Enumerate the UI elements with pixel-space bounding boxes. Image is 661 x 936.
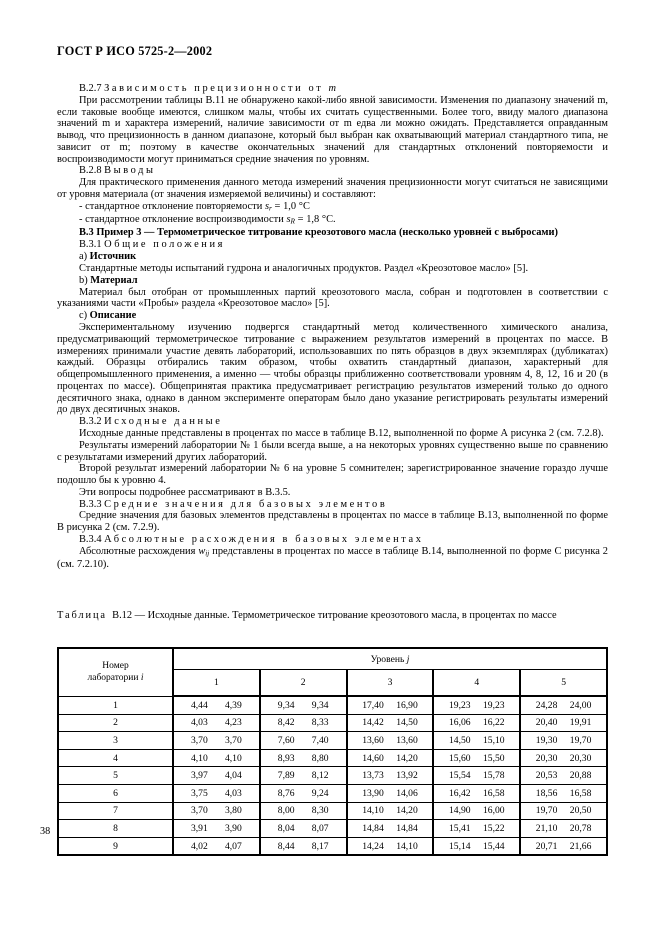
measurement-value: 20,40	[535, 717, 558, 729]
measurement-value: 8,44	[277, 840, 295, 852]
cell-lab-number: 2	[58, 714, 173, 732]
measurement-value: 15,14	[448, 840, 471, 852]
heading-b31	[57, 239, 608, 251]
cell-measurement-pair	[433, 696, 520, 714]
measurement-value: 15,50	[482, 752, 505, 764]
measurement-value: 3,90	[224, 822, 242, 834]
column-header-level-4: 4	[433, 670, 520, 697]
table-row	[58, 732, 607, 750]
table-row	[58, 767, 607, 785]
measurement-value: 7,40	[311, 734, 329, 746]
table-row	[58, 820, 607, 838]
measurement-value: 13,60	[396, 734, 418, 746]
measurement-value: 8,30	[311, 805, 329, 817]
reproducibility-sd-value: = 1,8 °C.	[294, 214, 336, 226]
measurement-value: 9,34	[311, 699, 329, 711]
measurement-value: 3,91	[190, 822, 208, 834]
measurement-value: 24,28	[535, 699, 558, 711]
heading-b31-a	[57, 251, 608, 263]
measurement-value: 4,39	[224, 699, 242, 711]
measurement-value: 14,84	[362, 822, 384, 834]
column-header-level-3: 3	[347, 670, 434, 697]
cell-measurement-pair	[260, 802, 347, 820]
document-body	[57, 83, 608, 571]
cell-measurement-pair	[173, 802, 260, 820]
cell-measurement-pair	[520, 696, 607, 714]
column-header-level-5: 5	[520, 670, 607, 697]
measurement-value: 13,90	[362, 787, 384, 799]
table-caption-word: Таблица	[57, 610, 107, 621]
paragraph-b31-b: Материал был отобран от промышленных партий креозотового масла, собран и подготовлен в соответствии с указаниями части «Пробы» раздела «Креозотовое масло» [5].	[57, 286, 608, 310]
measurement-value: 8,80	[311, 752, 329, 764]
measurement-value: 19,91	[569, 717, 592, 729]
heading-b27-number: В.2.7	[79, 83, 105, 94]
table-caption	[57, 609, 608, 622]
measurement-value: 16,42	[448, 787, 471, 799]
raw-data-table	[57, 647, 608, 856]
measurement-value: 9,34	[277, 699, 295, 711]
heading-b31-text: Общие положения	[104, 239, 225, 251]
measurement-value: 20,53	[535, 770, 558, 782]
measurement-value: 3,70	[190, 805, 208, 817]
lab-header-line2: лаборатории	[87, 673, 141, 684]
measurement-value: 14,50	[396, 717, 418, 729]
cell-measurement-pair	[433, 837, 520, 855]
paragraph-b27: При рассмотрении таблицы В.11 не обнаружено какой-либо явной зависимости. Изменения по диапазону значений m, если таковые вообще имеются, слишком малы, чтобы их считать существенными. Более того, ввиду малого диапазона значений m и характера измерений, наличие зависимости от m едва ли можно ожидать. Представляется оправданным вывод, что прецизионность в данном диапазоне, который был выбран как охватывающий материал стандартного типа, не зависит от m; поэтому в качестве окончательных значений для стандартных отклонений повторяемости и воспроизводимости могут приниматься средние значения по уровням.	[57, 94, 608, 165]
table-row	[58, 696, 607, 714]
measurement-value: 4,03	[224, 787, 242, 799]
measurement-value: 13,60	[362, 734, 384, 746]
heading-b33-number: В.3.3	[79, 498, 105, 510]
heading-b31-b-marker: b)	[79, 274, 91, 286]
document-header: ГОСТ Р ИСО 5725-2—2002	[57, 44, 213, 58]
cell-measurement-pair	[347, 784, 434, 802]
heading-b34-text: Абсолютные расхождения в базовых элементах	[104, 533, 424, 545]
cell-lab-number: 4	[58, 749, 173, 767]
repeatability-sd-value: = 1,0 °C	[271, 200, 310, 212]
measurement-value: 14,24	[362, 840, 384, 852]
measurement-value: 15,54	[448, 770, 471, 782]
measurement-value: 15,22	[482, 822, 505, 834]
measurement-value: 21,10	[535, 822, 558, 834]
cell-measurement-pair	[433, 732, 520, 750]
measurement-value: 3,70	[224, 734, 242, 746]
reproducibility-sd-subscript: R	[290, 216, 295, 226]
paragraph-b28: Для практического применения данного метода измерений значения прецизионности могут считаться не зависящими от уровня материала (от значения измеряемой величины) и составляют:	[57, 177, 608, 201]
list-item-reproducibility-sd	[57, 214, 608, 227]
cell-measurement-pair	[173, 749, 260, 767]
measurement-value: 15,78	[482, 770, 505, 782]
list-item-repeatability-sd	[57, 201, 608, 214]
measurement-value: 19,70	[569, 734, 592, 746]
measurement-value: 4,23	[224, 717, 242, 729]
cell-lab-number: 5	[58, 767, 173, 785]
cell-measurement-pair	[173, 714, 260, 732]
measurement-value: 8,07	[311, 822, 329, 834]
paragraph-b33: Средние значения для базовых элементов представлены в процентах по массе в таблице В.13, выполненной по форме В рисунка 2 (см. 7.2.9).	[57, 510, 608, 534]
heading-b31-b-text: Материал	[90, 274, 138, 286]
measurement-value: 14,50	[448, 734, 471, 746]
cell-measurement-pair	[260, 837, 347, 855]
heading-b3: В.3 Пример 3 — Термометрическое титрование креозотового масла (несколько уровней с выбросами)	[79, 227, 558, 239]
column-header-level	[173, 648, 607, 670]
cell-measurement-pair	[260, 784, 347, 802]
table-head	[58, 648, 607, 696]
heading-b33-text: Средние значения для базовых элементов	[104, 498, 388, 510]
measurement-value: 14,06	[396, 787, 418, 799]
cell-measurement-pair	[260, 714, 347, 732]
cell-measurement-pair	[433, 749, 520, 767]
paragraph-b31-c: Экспериментальному изучению подвергся стандартный метод количественного химического анализа, предусматривающий термометрическое титрование с выражением результатов измерений в процентах по массе. В измерениях принимали участие девять лабораторий, использовавших по пять образцов в двух экземплярах (дубликатах) каждый. Образцы отбирались таким образом, чтобы охватить стандартный диапазон, характерный для общепромышленного применения, а именно — чтобы образцы приближенно соответствовали уровням 4, 8, 12, 16 и 20 (в процентах по массе). Общепринятая практика предусматривает регистрацию результатов измерений только до одного десятичного знака, однако в данном эксперименте операторам было дано указание регистрировать результаты измерений до двух десятичных знаков.	[57, 322, 608, 416]
table-body	[58, 696, 607, 855]
cell-lab-number: 7	[58, 802, 173, 820]
measurement-value: 24,00	[569, 699, 592, 711]
cell-measurement-pair	[347, 837, 434, 855]
cell-measurement-pair	[347, 749, 434, 767]
table-row	[58, 784, 607, 802]
heading-b28	[57, 165, 608, 177]
measurement-value: 4,03	[190, 717, 208, 729]
cell-lab-number: 9	[58, 837, 173, 855]
paragraph-b32-2: Результаты измерений лаборатории № 1 были всегда выше, а на некоторых уровнях существенно выше по сравнению с результатами измерений других лабораторий.	[57, 439, 608, 463]
heading-b31-c-text: Описание	[89, 310, 137, 322]
measurement-value: 8,00	[277, 805, 295, 817]
measurement-value: 17,40	[362, 699, 384, 711]
column-header-level-2: 2	[260, 670, 347, 697]
measurement-value: 8,93	[277, 752, 295, 764]
measurement-value: 21,66	[569, 840, 592, 852]
paragraph-b34-pre: Абсолютные расхождения	[79, 545, 199, 557]
repeatability-sd-label: - стандартное отклонение повторяемости	[79, 200, 265, 212]
level-header-index-symbol: j	[406, 653, 410, 665]
page-number: 38	[40, 826, 51, 837]
cell-measurement-pair	[433, 767, 520, 785]
measurement-value: 14,42	[362, 717, 384, 729]
cell-lab-number: 6	[58, 784, 173, 802]
measurement-value: 20,30	[535, 752, 558, 764]
column-header-level-1: 1	[173, 670, 260, 697]
measurement-value: 13,92	[396, 770, 418, 782]
cell-measurement-pair	[260, 767, 347, 785]
measurement-value: 15,60	[448, 752, 471, 764]
cell-measurement-pair	[347, 732, 434, 750]
measurement-value: 4,02	[190, 840, 208, 852]
heading-b33	[57, 499, 608, 511]
measurement-value: 16,00	[482, 805, 505, 817]
heading-b27	[57, 83, 608, 95]
measurement-value: 20,30	[569, 752, 592, 764]
heading-b31-c-marker: c)	[79, 310, 90, 322]
heading-b31-a-text: Источник	[89, 251, 137, 263]
lab-header-line1: Номер	[102, 660, 129, 671]
column-header-lab-number	[58, 648, 173, 696]
measurement-value: 19,30	[535, 734, 558, 746]
table-row	[58, 837, 607, 855]
paragraph-b32-1: Исходные данные представлены в процентах по массе в таблице В.12, выполненной по форме А рисунка 2 (см. 7.2.8).	[79, 428, 604, 439]
absolute-difference-subscript: ij	[205, 548, 210, 558]
cell-measurement-pair	[173, 784, 260, 802]
cell-measurement-pair	[173, 767, 260, 785]
cell-measurement-pair	[173, 696, 260, 714]
heading-b27-symbol: m	[328, 83, 337, 94]
measurement-value: 8,42	[277, 717, 295, 729]
cell-measurement-pair	[520, 784, 607, 802]
measurement-value: 20,88	[569, 770, 592, 782]
cell-measurement-pair	[433, 714, 520, 732]
repeatability-sd-subscript: r	[269, 203, 272, 213]
heading-b31-number: В.3.1	[79, 239, 105, 251]
measurement-value: 18,56	[535, 787, 558, 799]
repeatability-sd-symbol: s	[264, 200, 270, 212]
paragraph-b34-post: представлены в процентах по массе в таблице В.14, выполненной по форме С рисунка 2 (см. 7.2.10).	[57, 545, 608, 571]
measurement-value: 16,58	[482, 787, 505, 799]
cell-measurement-pair	[433, 802, 520, 820]
cell-measurement-pair	[520, 767, 607, 785]
cell-measurement-pair	[347, 696, 434, 714]
cell-measurement-pair	[520, 732, 607, 750]
cell-measurement-pair	[173, 837, 260, 855]
measurement-value: 4,44	[190, 699, 208, 711]
heading-b32-text: Исходные данные	[104, 416, 223, 428]
reproducibility-sd-label: - стандартное отклонение воспроизводимости	[79, 214, 287, 226]
measurement-value: 14,84	[396, 822, 418, 834]
cell-measurement-pair	[260, 749, 347, 767]
measurement-value: 7,60	[277, 734, 295, 746]
measurement-value: 14,10	[362, 805, 384, 817]
table-header-row-top	[58, 648, 607, 670]
measurement-value: 7,89	[277, 770, 295, 782]
measurement-value: 14,60	[362, 752, 384, 764]
table-row	[58, 714, 607, 732]
cell-measurement-pair	[260, 820, 347, 838]
measurement-value: 3,97	[190, 770, 208, 782]
measurement-value: 19,70	[535, 805, 558, 817]
cell-measurement-pair	[173, 820, 260, 838]
cell-measurement-pair	[260, 732, 347, 750]
absolute-difference-symbol: w	[198, 545, 206, 557]
heading-b28-number: В.2.8	[79, 165, 105, 177]
measurement-value: 16,90	[396, 699, 418, 711]
measurement-value: 8,04	[277, 822, 295, 834]
heading-b32	[57, 416, 608, 428]
measurement-value: 8,33	[311, 717, 329, 729]
heading-b34	[57, 534, 608, 546]
heading-b32-number: В.3.2	[79, 416, 105, 428]
cell-measurement-pair	[520, 714, 607, 732]
measurement-value: 14,10	[396, 840, 418, 852]
cell-measurement-pair	[520, 820, 607, 838]
table-row	[58, 802, 607, 820]
cell-lab-number: 8	[58, 820, 173, 838]
cell-measurement-pair	[520, 802, 607, 820]
measurement-value: 15,10	[482, 734, 505, 746]
measurement-value: 20,71	[535, 840, 558, 852]
cell-lab-number: 3	[58, 732, 173, 750]
measurement-value: 3,80	[224, 805, 242, 817]
cell-measurement-pair	[433, 784, 520, 802]
measurement-value: 4,07	[224, 840, 242, 852]
measurement-value: 14,20	[396, 805, 418, 817]
table-caption-text: В.12 — Исходные данные. Термометрическое титрование креозотового масла, в процентах по массе	[112, 610, 557, 621]
paragraph-b32-3: Второй результат измерений лаборатории № 6 на уровне 5 сомнителен; зарегистрированное значение гораздо лучше подошло бы к уровню 4.	[57, 463, 608, 486]
measurement-value: 8,17	[311, 840, 329, 852]
cell-lab-number: 1	[58, 696, 173, 714]
measurement-value: 3,75	[190, 787, 208, 799]
cell-measurement-pair	[173, 732, 260, 750]
cell-measurement-pair	[347, 802, 434, 820]
measurement-value: 4,10	[190, 752, 208, 764]
measurement-value: 13,73	[362, 770, 384, 782]
paragraph-b34	[57, 546, 608, 571]
measurement-value: 16,06	[448, 717, 471, 729]
measurement-value: 15,44	[482, 840, 505, 852]
paragraph-b31-a: Стандартные методы испытаний гудрона и аналогичных продуктов. Раздел «Креозотовое масло» [5].	[79, 263, 529, 275]
level-header-label: Уровень	[370, 653, 407, 665]
cell-measurement-pair	[433, 820, 520, 838]
heading-b31-c	[57, 310, 608, 322]
measurement-value: 4,10	[224, 752, 242, 764]
lab-header-index-symbol: i	[140, 673, 144, 684]
measurement-value: 16,58	[569, 787, 592, 799]
measurement-value: 19,23	[448, 699, 471, 711]
cell-measurement-pair	[347, 714, 434, 732]
measurement-value: 3,70	[190, 734, 208, 746]
cell-measurement-pair	[347, 820, 434, 838]
reproducibility-sd-symbol: s	[286, 214, 291, 226]
heading-b27-text: Зависимость прецизионности от	[104, 83, 329, 94]
measurement-value: 19,23	[482, 699, 505, 711]
cell-measurement-pair	[520, 837, 607, 855]
measurement-value: 20,50	[569, 805, 592, 817]
measurement-value: 8,76	[277, 787, 295, 799]
measurement-value: 14,90	[448, 805, 471, 817]
paragraph-b32-4: Эти вопросы подробнее рассматривают в В.3.5.	[79, 486, 291, 498]
cell-measurement-pair	[260, 696, 347, 714]
heading-b31-b	[57, 275, 608, 287]
measurement-value: 4,04	[224, 770, 242, 782]
measurement-value: 9,24	[311, 787, 329, 799]
cell-measurement-pair	[520, 749, 607, 767]
table-row	[58, 749, 607, 767]
measurement-value: 16,22	[482, 717, 505, 729]
heading-b28-text: Выводы	[104, 165, 156, 177]
measurement-value: 14,20	[396, 752, 418, 764]
cell-measurement-pair	[347, 767, 434, 785]
heading-b31-a-marker: a)	[79, 251, 90, 263]
measurement-value: 20,78	[569, 822, 592, 834]
measurement-value: 15,41	[448, 822, 471, 834]
measurement-value: 8,12	[311, 770, 329, 782]
heading-b34-number: В.3.4	[79, 533, 105, 545]
